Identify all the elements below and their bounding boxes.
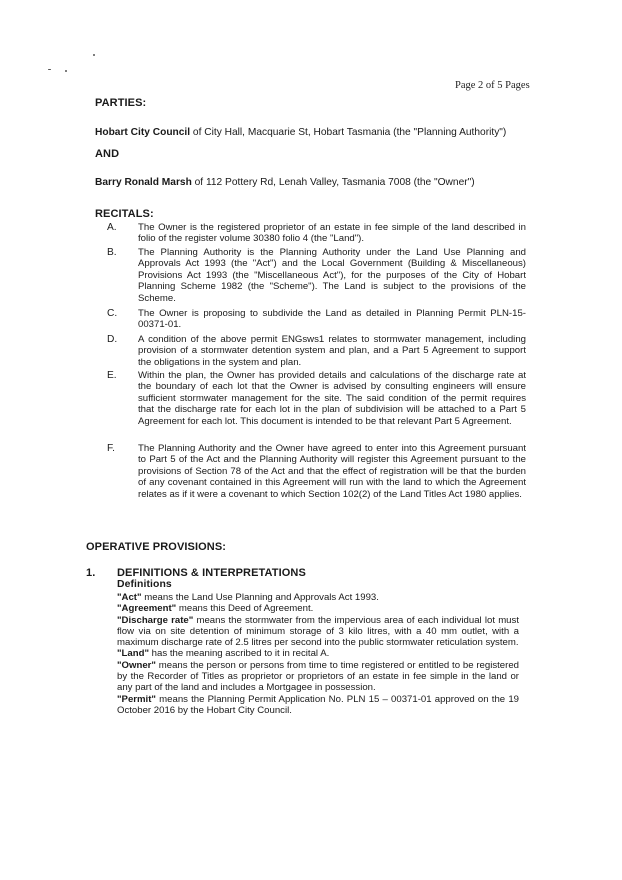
definition-term: "Owner" <box>117 659 156 671</box>
section-title: DEFINITIONS & INTERPRETATIONS <box>117 567 306 579</box>
recital-text: The Planning Authority is the Planning Authority under the Land Use Planning and Approvals Act 1993 (the "Act") and the Local Government (Building & Miscellaneous) Provisions Act 1993 (the "Miscellaneous Act"), for the purposes of the City of Hobart Planning Scheme 1982 (the "Scheme"). The Land is subject to the provisions of the Scheme. <box>138 247 526 304</box>
definition-text: means the Land Use Planning and Approvals Act 1993. <box>141 592 379 603</box>
recital-letter: F. <box>107 443 115 454</box>
party-2-name: Barry Ronald Marsh <box>95 177 192 188</box>
definition-text: has the meaning ascribed to it in recital A. <box>149 648 330 660</box>
definitions-list <box>117 592 519 716</box>
party-1-details: of City Hall, Macquarie St, Hobart Tasmania (the "Planning Authority") <box>190 127 507 138</box>
definition-term: "Agreement" <box>117 603 177 615</box>
definition-text: means the person or persons from time to time registered or entitled to be registered by the Recorder of Titles as proprietor or proprietors of an estate in fee simple in the land or any part of the land and includes a Mortgagee in possession. <box>117 659 519 694</box>
definition-item <box>117 660 519 694</box>
definition-item <box>117 603 519 614</box>
and-label: AND <box>95 148 120 160</box>
definition-item <box>117 615 519 649</box>
recital-letter: B. <box>107 247 117 258</box>
definition-item <box>117 648 519 659</box>
definitions-subheading: Definitions <box>117 579 172 590</box>
party-1 <box>95 127 506 138</box>
recital-text: A condition of the above permit ENGsws1 relates to stormwater management, including provision of a stormwater detention system and plan, and a Part 5 Agreement to support the obligations in the system and plan. <box>138 334 526 368</box>
operative-heading: OPERATIVE PROVISIONS: <box>86 541 227 553</box>
recital-text: The Owner is proposing to subdivide the Land as detailed in Planning Permit PLN-15-00371-01. <box>138 308 526 331</box>
section-number: 1. <box>86 567 96 579</box>
party-1-name: Hobart City Council <box>95 127 191 138</box>
definition-term: "Discharge rate" <box>117 614 194 626</box>
page-number: Page 2 of 5 Pages <box>455 80 530 91</box>
parties-heading: PARTIES: <box>95 97 147 109</box>
definition-term: "Land" <box>117 648 150 660</box>
recital-text: The Planning Authority and the Owner have agreed to enter into this Agreement pursuant to Part 5 of the Act and the Planning Authority will register this Agreement pursuant to the provisions of Section 78 of the Act and that the effect of registration will be that the burden of any covenant contained in this Agreement will run with the land to which the Agreement relates as if it were a covenant to which Section 102(2) of the Land Titles Act 1980 applies. <box>138 443 526 500</box>
scan-speck <box>93 54 95 56</box>
recital-letter: E. <box>107 370 117 381</box>
recital-letter: D. <box>107 334 118 345</box>
party-2-details: of 112 Pottery Rd, Lenah Valley, Tasmania 7008 (the "Owner") <box>191 177 475 188</box>
recital-text: Within the plan, the Owner has provided details and calculations of the discharge rate at the boundary of each lot that the Owner is advised by consulting engineers will ensure sufficient stormwater management for the site. The said condition of the permit requires that the discharge rate for each lot in the plan of subdivision will be attached to a Part 5 Agreement for each lot. This document is intended to be that relevant Part 5 Agreement. <box>138 370 526 427</box>
definition-term: "Permit" <box>117 693 156 705</box>
definition-text: means the stormwater from the impervious area of each individual lot must flow via on site detention of minimum storage of 3 kilo litres, with a 40 mm outlet, with a maximum discharge rate of 2.5 litres per second into the public stormwater reticulation system. <box>117 614 519 649</box>
definition-item <box>117 592 519 603</box>
definition-item <box>117 694 519 717</box>
scan-speck <box>48 69 51 70</box>
recital-letter: C. <box>107 308 118 319</box>
definition-text: means this Deed of Agreement. <box>176 603 314 615</box>
definition-term: "Act" <box>117 592 142 603</box>
definition-text: means the Planning Permit Application No. PLN 15 – 00371-01 approved on the 19 October 2016 by the Hobart City Council. <box>117 693 519 716</box>
recitals-heading: RECITALS: <box>95 208 154 220</box>
scan-speck <box>65 70 67 72</box>
recital-text: The Owner is the registered proprietor of an estate in fee simple of the land described in folio of the register volume 30380 folio 4 (the "Land"). <box>138 222 526 245</box>
party-2 <box>95 177 475 188</box>
recital-letter: A. <box>107 222 117 233</box>
